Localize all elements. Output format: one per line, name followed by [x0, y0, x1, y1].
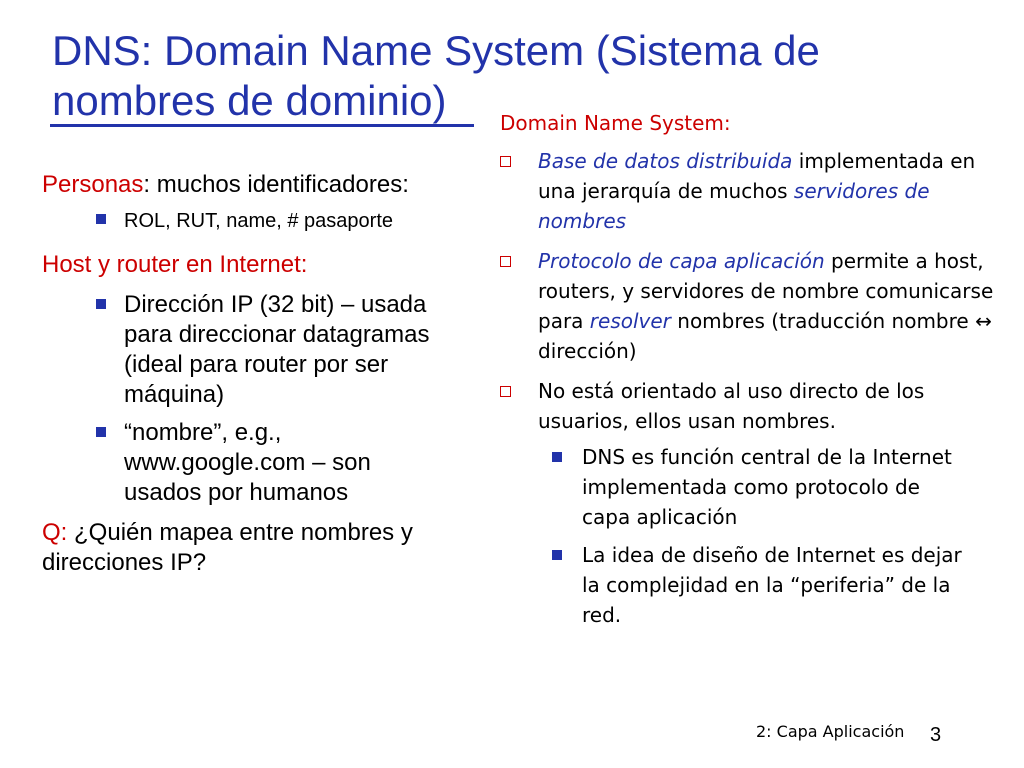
checkbox-bullet-icon	[500, 386, 511, 397]
slide-title: DNS: Domain Name System (Sistema de nombres de dominio)	[52, 27, 820, 124]
square-bullet-icon	[96, 214, 106, 224]
b2-italic2: resolver	[589, 309, 671, 333]
host-item-ip-text: Dirección IP (32 bit) – usada para direccionar datagramas (ideal para router por ser máquina)	[124, 291, 430, 408]
right-column	[500, 108, 1000, 630]
sub-bullet-dns-text: DNS es función central de la Internet implementada como protocolo de capa aplicación	[582, 445, 952, 529]
question-label: Q:	[42, 519, 68, 546]
left-column	[42, 170, 482, 578]
page-number: 3	[930, 724, 942, 746]
personas-item	[42, 206, 482, 236]
host-heading: Host y router en Internet:	[42, 251, 308, 278]
right-bullet-protocol	[500, 246, 1000, 366]
host-item-nombre	[42, 418, 454, 508]
personas-item-text: ROL, RUT, name, # pasaporte	[124, 210, 394, 232]
checkbox-bullet-icon	[500, 256, 511, 267]
b2-italic: Protocolo de capa aplicación	[538, 249, 825, 273]
host-item-nombre-text: “nombre”, e.g., www.google.com – son usados por humanos	[124, 419, 371, 506]
footer-chapter: 2: Capa Aplicación	[756, 722, 905, 741]
right-bullet-users	[500, 376, 1000, 436]
question-line	[42, 518, 482, 578]
host-item-ip	[42, 290, 464, 410]
checkbox-bullet-icon	[500, 156, 511, 167]
b1-text: implementada en una jerarquía de muchos	[538, 149, 976, 203]
question-text: ¿Quién mapea entre nombres y direcciones IP?	[42, 519, 413, 576]
sub-bullet-design	[500, 540, 972, 630]
b1-italic: Base de datos distribuida	[538, 149, 793, 173]
right-heading: Domain Name System:	[500, 111, 731, 135]
square-bullet-icon	[96, 427, 106, 437]
right-bullet-database	[500, 146, 1000, 236]
square-bullet-icon	[96, 299, 106, 309]
sub-bullet-design-text: La idea de diseño de Internet es dejar la complejidad en la “periferia” de la red.	[582, 543, 962, 627]
title-underline	[50, 124, 474, 127]
b2-text2: nombres (traducción nombre ↔ dirección)	[538, 309, 992, 363]
sub-bullet-dns	[500, 442, 962, 532]
personas-line	[42, 170, 482, 200]
b1-italic2: servidores de nombres	[538, 179, 930, 233]
personas-label: Personas	[42, 171, 144, 198]
personas-rest: : muchos identificadores:	[143, 171, 409, 198]
b3-text: No está orientado al uso directo de los usuarios, ellos usan nombres.	[538, 379, 925, 433]
square-bullet-icon	[552, 550, 562, 560]
square-bullet-icon	[552, 452, 562, 462]
b2-text1: permite a host, routers, y servidores de nombre comunicarse para	[538, 249, 994, 333]
